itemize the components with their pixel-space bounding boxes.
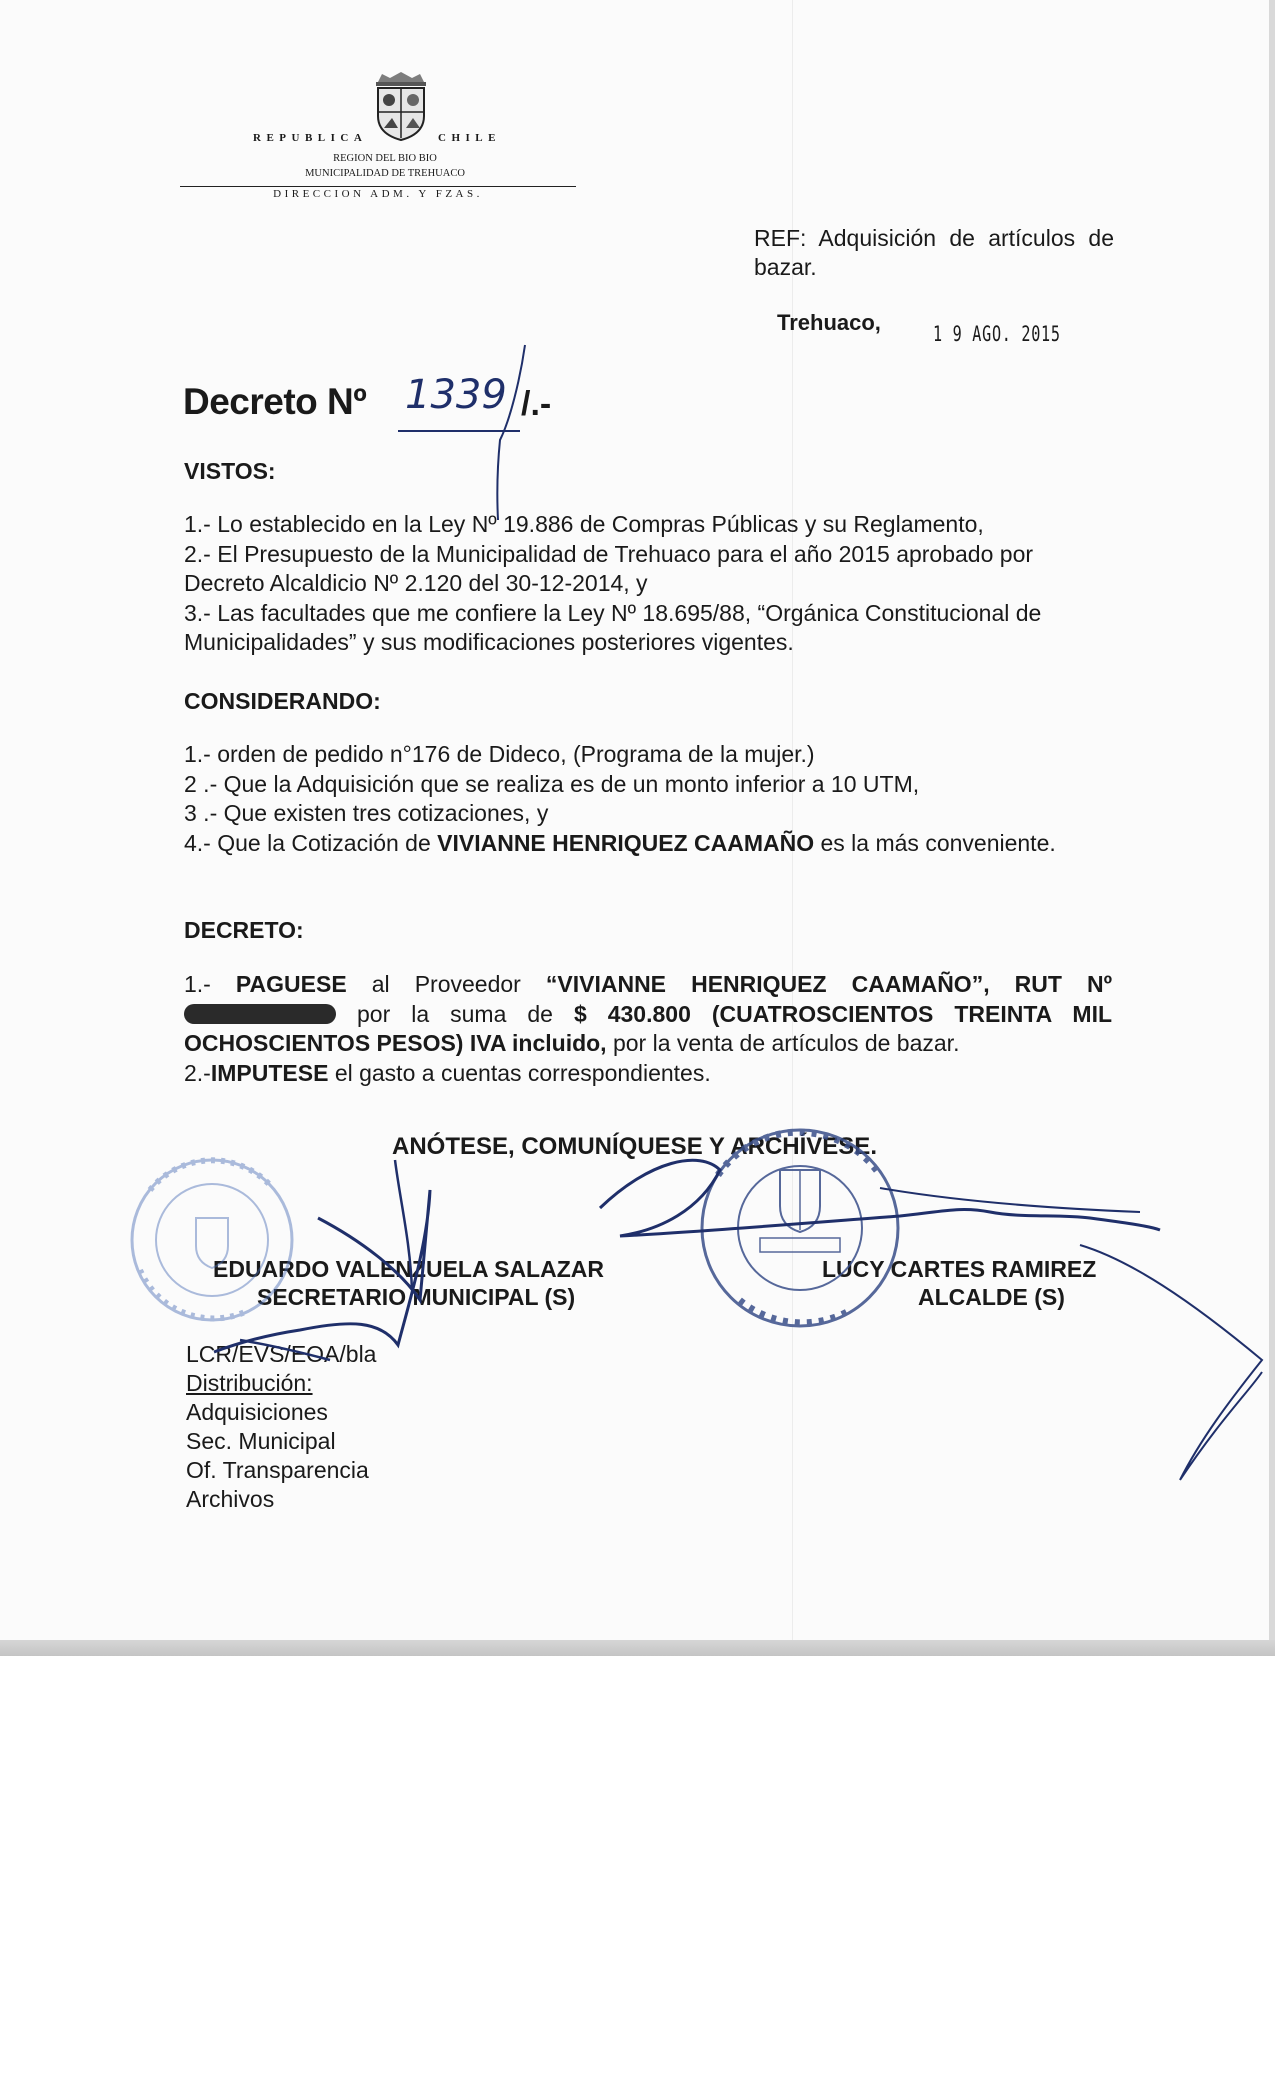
decree-title: Decreto Nº [183, 381, 367, 422]
header-republic-right: CHILE [438, 132, 501, 144]
date-stamp: 1 9 AGO. 2015 [933, 322, 1061, 346]
section-decreto-heading: DECRETO: [184, 917, 304, 943]
closing-formula: ANÓTESE, COMUNÍQUESE Y ARCHÍVESE. [392, 1133, 877, 1160]
distribution-item: Archivos [186, 1486, 275, 1512]
header-republic [253, 132, 501, 144]
decree-suffix: /.- [521, 385, 552, 423]
vistos-item: 3.- Las facultades que me confiere la Ley Nº 18.695/88, “Orgánica Constitucional de Municipalidades” y sus modificaciones posteriores vigentes. [184, 599, 1042, 655]
item-number: 2.- [184, 1059, 211, 1086]
section-considerando-heading: CONSIDERANDO: [184, 688, 381, 714]
payment-amount: $ 430.800 (CUATROSCIENTOS TREINTA MIL OCHOSCIENTOS PESOS) IVA incluido, [184, 1000, 1113, 1056]
signature-block-secretary [213, 1255, 604, 1311]
supplier-name: VIVIANNE HENRIQUEZ CAAMAÑO [437, 829, 815, 856]
decreto-item-payment [184, 970, 1112, 1059]
supplier-rut-label: “VIVIANNE HENRIQUEZ CAAMAÑO”, RUT Nº [545, 971, 1112, 997]
secretary-name: EDUARDO VALENZUELA SALAZAR [213, 1256, 604, 1282]
distribution-item: Of. Transparencia [186, 1457, 369, 1483]
vistos-item: 2.- El Presupuesto de la Municipalidad de Trehuaco para el año 2015 aprobado por Decreto Alcaldicio Nº 2.120 del 30-12-2014, y [184, 540, 1034, 596]
impute-text: el gasto a cuentas correspondientes. [334, 1059, 711, 1086]
decree-number-underline [398, 430, 520, 432]
decree-number-handwritten: 1339 [405, 372, 507, 418]
item-number: 1.- [184, 971, 211, 997]
payment-verb: PAGUESE [235, 971, 347, 997]
page-bottom-edge [0, 1640, 1275, 1656]
payment-text: al Proveedor [371, 971, 521, 997]
considerando-list [184, 740, 1112, 858]
mayor-name: LUCY CARTES RAMIREZ [822, 1256, 1097, 1282]
impute-verb: IMPUTESE [210, 1059, 329, 1086]
decreto-list [184, 970, 1112, 1088]
place-label: Trehuaco, [777, 310, 881, 335]
decreto-item-impute [184, 1059, 1112, 1089]
considerando-item: 1.- orden de pedido n°176 de Dideco, (Programa de la mujer.) [184, 741, 815, 767]
secretary-title: SECRETARIO MUNICIPAL (S) [257, 1284, 576, 1310]
payment-text: por la venta de artículos de bazar. [612, 1030, 960, 1056]
considerando-item: 2 .- Que la Adquisición que se realiza es de un monto inferior a 10 UTM, [184, 770, 920, 797]
distribution-item: Adquisiciones [186, 1399, 328, 1425]
considerando-item4-suffix: es la más conveniente. [820, 829, 1056, 856]
header-rule [180, 186, 576, 187]
distribution-item: Sec. Municipal [186, 1428, 336, 1454]
vistos-item: 1.- Lo establecido en la Ley Nº 19.886 de Compras Públicas y su Reglamento, [184, 511, 984, 537]
vistos-list [184, 510, 1112, 658]
header-municipality: MUNICIPALIDAD DE TREHUACO [305, 168, 465, 179]
redacted-rut [184, 1004, 336, 1024]
signature-block-mayor [822, 1255, 1096, 1311]
header-region: REGION DEL BIO BIO [333, 153, 437, 164]
header-direction: DIRECCION ADM. Y FZAS. [273, 188, 483, 200]
considerando-item [184, 829, 1112, 859]
section-vistos-heading: VISTOS: [184, 458, 276, 484]
header-republic-left: REPUBLICA [253, 132, 368, 144]
mayor-title: ALCALDE (S) [918, 1284, 1065, 1310]
distribution-heading: Distribución: [186, 1370, 313, 1396]
page-edge [1269, 0, 1275, 1655]
reference-line: REF: Adquisición de artículos de bazar. [754, 225, 1114, 280]
payment-text: por la suma de [357, 1000, 553, 1027]
initials-line: LCR/EVS/EOA/bla [186, 1341, 377, 1367]
distribution-block [186, 1340, 376, 1514]
considerando-item: 3 .- Que existen tres cotizaciones, y [184, 800, 549, 826]
considerando-item4-prefix: 4.- Que la Cotización de [184, 829, 431, 856]
